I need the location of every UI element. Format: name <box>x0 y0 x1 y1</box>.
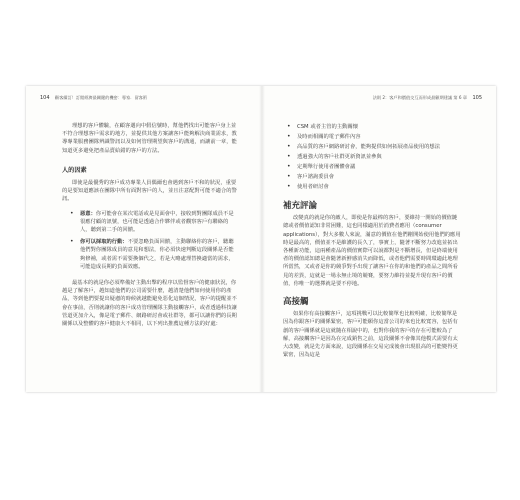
right-page <box>261 86 496 392</box>
right-running-head <box>373 95 486 101</box>
heading-high-touch: 高接觸 <box>283 297 309 308</box>
additional-comments-paragraph: 改變真的就是你的敵人，即使是你最棒的客戶，要維持一開始的價值鏈總或者價值認知非常困難，這也同樣適用於消費者應用（consumer applications），對大多數人來說，滿意的價值在他們剛開始使用他們的應用時是最高的，價值並不是維護的長久了，事實上，隨著不斷努力改進並拓出各種新功能，這兩種產品的價值實際可以說都對是不斷增長，但是終端使用者的價值認知總是會隨著新鮮感消失而降低，或者他們需要時間環適此地理所當然，又或者是你的競爭對手出現了讓客戶在你的和他們的產品之間所看見的差異，這就是一場永無止境的競賽，要努力維持並提升現有客戶的價值，你唯一的選擇就是要不停地。 <box>283 215 461 287</box>
bullet-lead: 惡意： <box>80 210 96 217</box>
list-item: • 使用者研討會 <box>283 182 461 192</box>
closing-paragraph: 最基本的就是你必須準備好主動出擊的程序以監督客戶的健康狀況，你越是了解客戶，越知道他們的公司需要什麼，越清楚他們如何使用你的產品，等到他們要提出疑慮的時候就越能避免惡化這個情況，客戶的提醒並不會在事前，否則就讓你的客戶成功管理團隊主動接觸客戶，或者透過科技讓管道更加介入，像是電子郵件、網路研討會或社群等，都可以讓你們的長期關係以及整體的客戶健康大不相同，以下列出推薦這種方法的好處： <box>62 280 237 328</box>
left-running-title: 顧客續訂！訂閱經濟最關鍵的機密：專家．留客術 <box>54 95 148 100</box>
heading-additional-comments: 補充評論 <box>283 201 318 211</box>
right-page-number: 105 <box>472 95 482 101</box>
list-item: • 透過強大的客戶社群更新資訊並參與 <box>283 152 461 162</box>
left-page <box>26 86 261 392</box>
engagement-bullet-list <box>283 122 461 192</box>
right-chapter-number: 第 6 章 <box>453 95 468 100</box>
list-item: • 高品質的客戶網路研討會，能夠提供如何拓展產品使用的想法 <box>283 142 461 152</box>
right-page-body <box>283 122 461 365</box>
bullet-text: 不要忽略負面回饋，主動聯絡你的客戶，聽聽他們對你團隊成員的意見和想法，你必須快速判斷這段關係是否能夠修補，或者需不需要換個代之，若是大略處理替換適當的需求，可能造成長期的負面效應。 <box>80 239 234 270</box>
section-paragraph: 即使是最優秀的客戶成功專業人員偶爾也會遇到客戶不和的狀況，重要的是要知道應該在團隊中所有面對客戶的人，並且注意配對可能不適合的警訊。 <box>62 180 237 203</box>
list-item: • CSM 或者主管的主動關懷 <box>283 122 461 132</box>
book-spread <box>26 86 496 392</box>
bullet-text: 你可能會在某次電話或是見面會中，接收到對團隊成員不是很應付顧的訊號，也可能是透過合作夥伴或者觀察客戶有聯絡的人，聽到第二手的回饋。 <box>80 210 234 234</box>
right-running-chapter: 法則 2：客戶和價值交互而形成最顧期建議 <box>372 95 453 100</box>
intro-paragraph: 理想的客戶體驗，在顧客邁向中假信號時，幫他們找出可能客戶身上並不符合理想客戶需求的地方，並提供其他方案讓客戶能夠解決商業需求，教導專業服務團隊辨識警訊以及如何管理期望與客戶的溝通，而讓前一章，能知道更多避免把產品賣給錯的客戶的方法。 <box>62 123 237 154</box>
left-page-number: 104 <box>40 95 50 101</box>
bullet-lead: 你可以採取的行動： <box>80 239 128 246</box>
left-page-body <box>62 122 238 334</box>
list-item: • 客戶諮詢委員會 <box>283 172 461 182</box>
bullet-item <box>62 210 238 235</box>
high-touch-paragraph: 如果你有高接觸客戶，這項挑戰可以比較簡單也比較明確，比較簡單是因為你跟客戶的關係緊密，客戶可能願你這當公司的來也比較寬容，包括有創的客戶關係就是這就隨在相說中的，也對你我的客戶的存在可能較為了解，高接觸客戶是因為在完成銷售之前，這段關係不會像其他模式需要有太大改變，就是先方面來說，這段關係在交易完成後會出現很高的可能變得更緊密，因為這是 <box>283 311 458 359</box>
list-item: • 定期舉行使用者團體會議 <box>283 162 461 172</box>
section-heading-people-factor: 人的因素 <box>62 166 87 174</box>
list-item: • 及時而相關的電子郵件內容 <box>283 132 461 142</box>
left-running-head <box>36 95 147 101</box>
signal-bullet-list <box>62 210 238 271</box>
bullet-item <box>62 238 238 271</box>
